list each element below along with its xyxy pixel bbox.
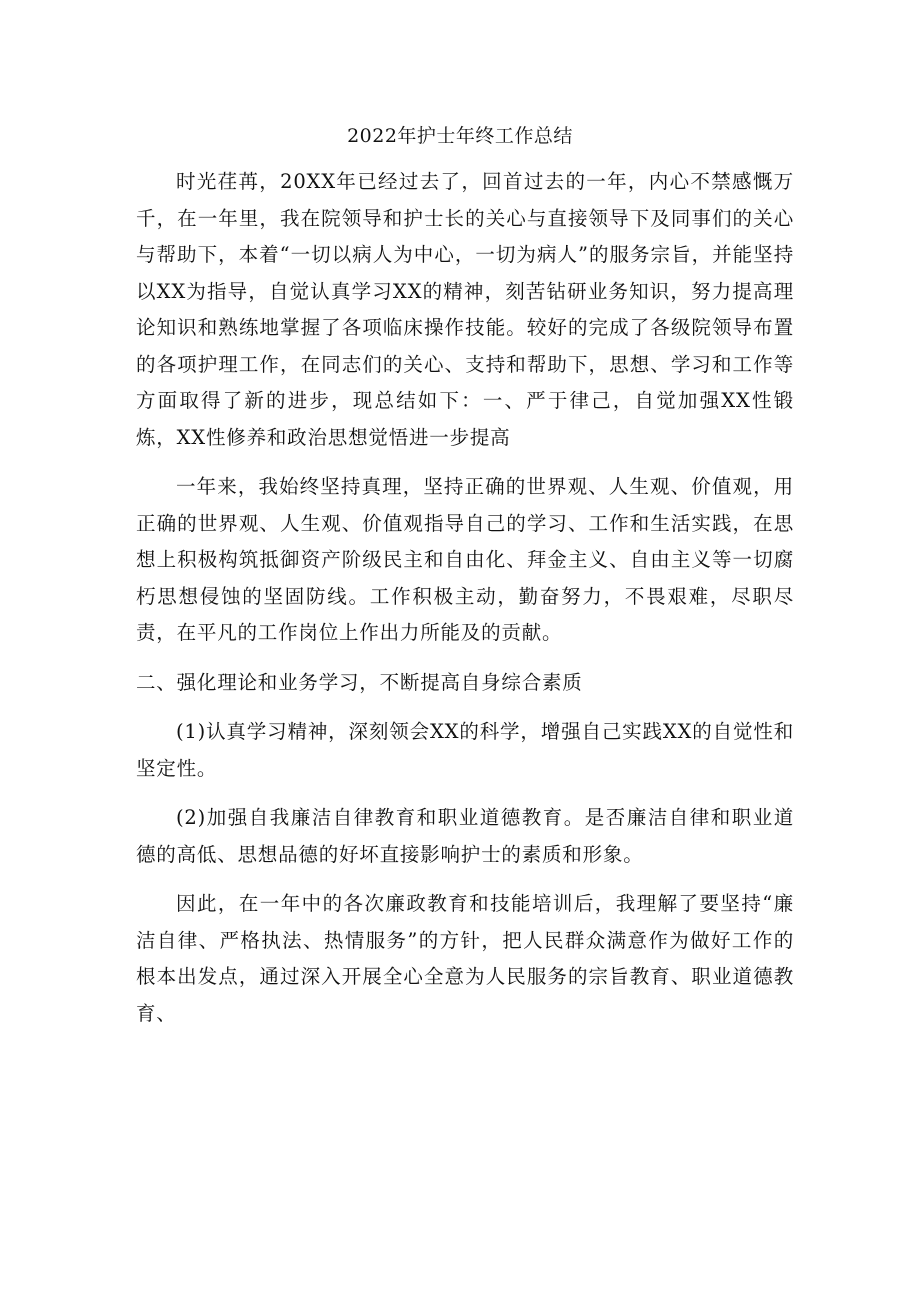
document-body xyxy=(136,164,794,1032)
paragraph-intro: 时光荏苒，20XX年已经过去了，回首过去的一年，内心不禁感慨万千，在一年里，我在院领导和护士长的关心与直接领导下及同事们的关心与帮助下，本着“一切以病人为中心，一切为病人”的服务宗旨，并能坚持以XX为指导，自觉认真学习XX的精神，刻苦钻研业务知识，努力提高理论知识和熟练地掌握了各项临床操作技能。较好的完成了各级院领导布置的各项护理工作，在同志们的关心、支持和帮助下，思想、学习和工作等方面取得了新的进步，现总结如下：一、严于律己，自觉加强XX性锻炼，XX性修养和政治思想觉悟进一步提高 xyxy=(136,170,794,449)
document-title: 2022年护士年终工作总结 xyxy=(347,125,573,147)
section-heading-two: 二、强化理论和业务学习，不断提高自身综合素质 xyxy=(136,670,583,694)
paragraph-item-2: (2)加强自我廉洁自律教育和职业道德教育。是否廉洁自律和职业道德的高低、思想品德的好坏直接影响护士的素质和形象。 xyxy=(136,806,794,866)
paragraph-item-1: (1)认真学习精神，深刻领会XX的科学，增强自己实践XX的自觉性和坚定性。 xyxy=(136,720,794,780)
paragraph-conclusion: 因此，在一年中的各次廉政教育和技能培训后，我理解了要坚持“廉洁自律、严格执法、热情服务”的方针，把人民群众满意作为做好工作的根本出发点，通过深入开展全心全意为人民服务的宗旨教育、职业道德教育、 xyxy=(136,892,794,1025)
paragraph-ideology: 一年来，我始终坚持真理，坚持正确的世界观、人生观、价值观，用正确的世界观、人生观、价值观指导自己的学习、工作和生活实践，在思想上积极构筑抵御资产阶级民主和自由化、拜金主义、自由主义等一切腐朽思想侵蚀的坚固防线。工作积极主动，勤奋努力，不畏艰难，尽职尽责，在平凡的工作岗位上作出力所能及的贡献。 xyxy=(136,475,794,644)
